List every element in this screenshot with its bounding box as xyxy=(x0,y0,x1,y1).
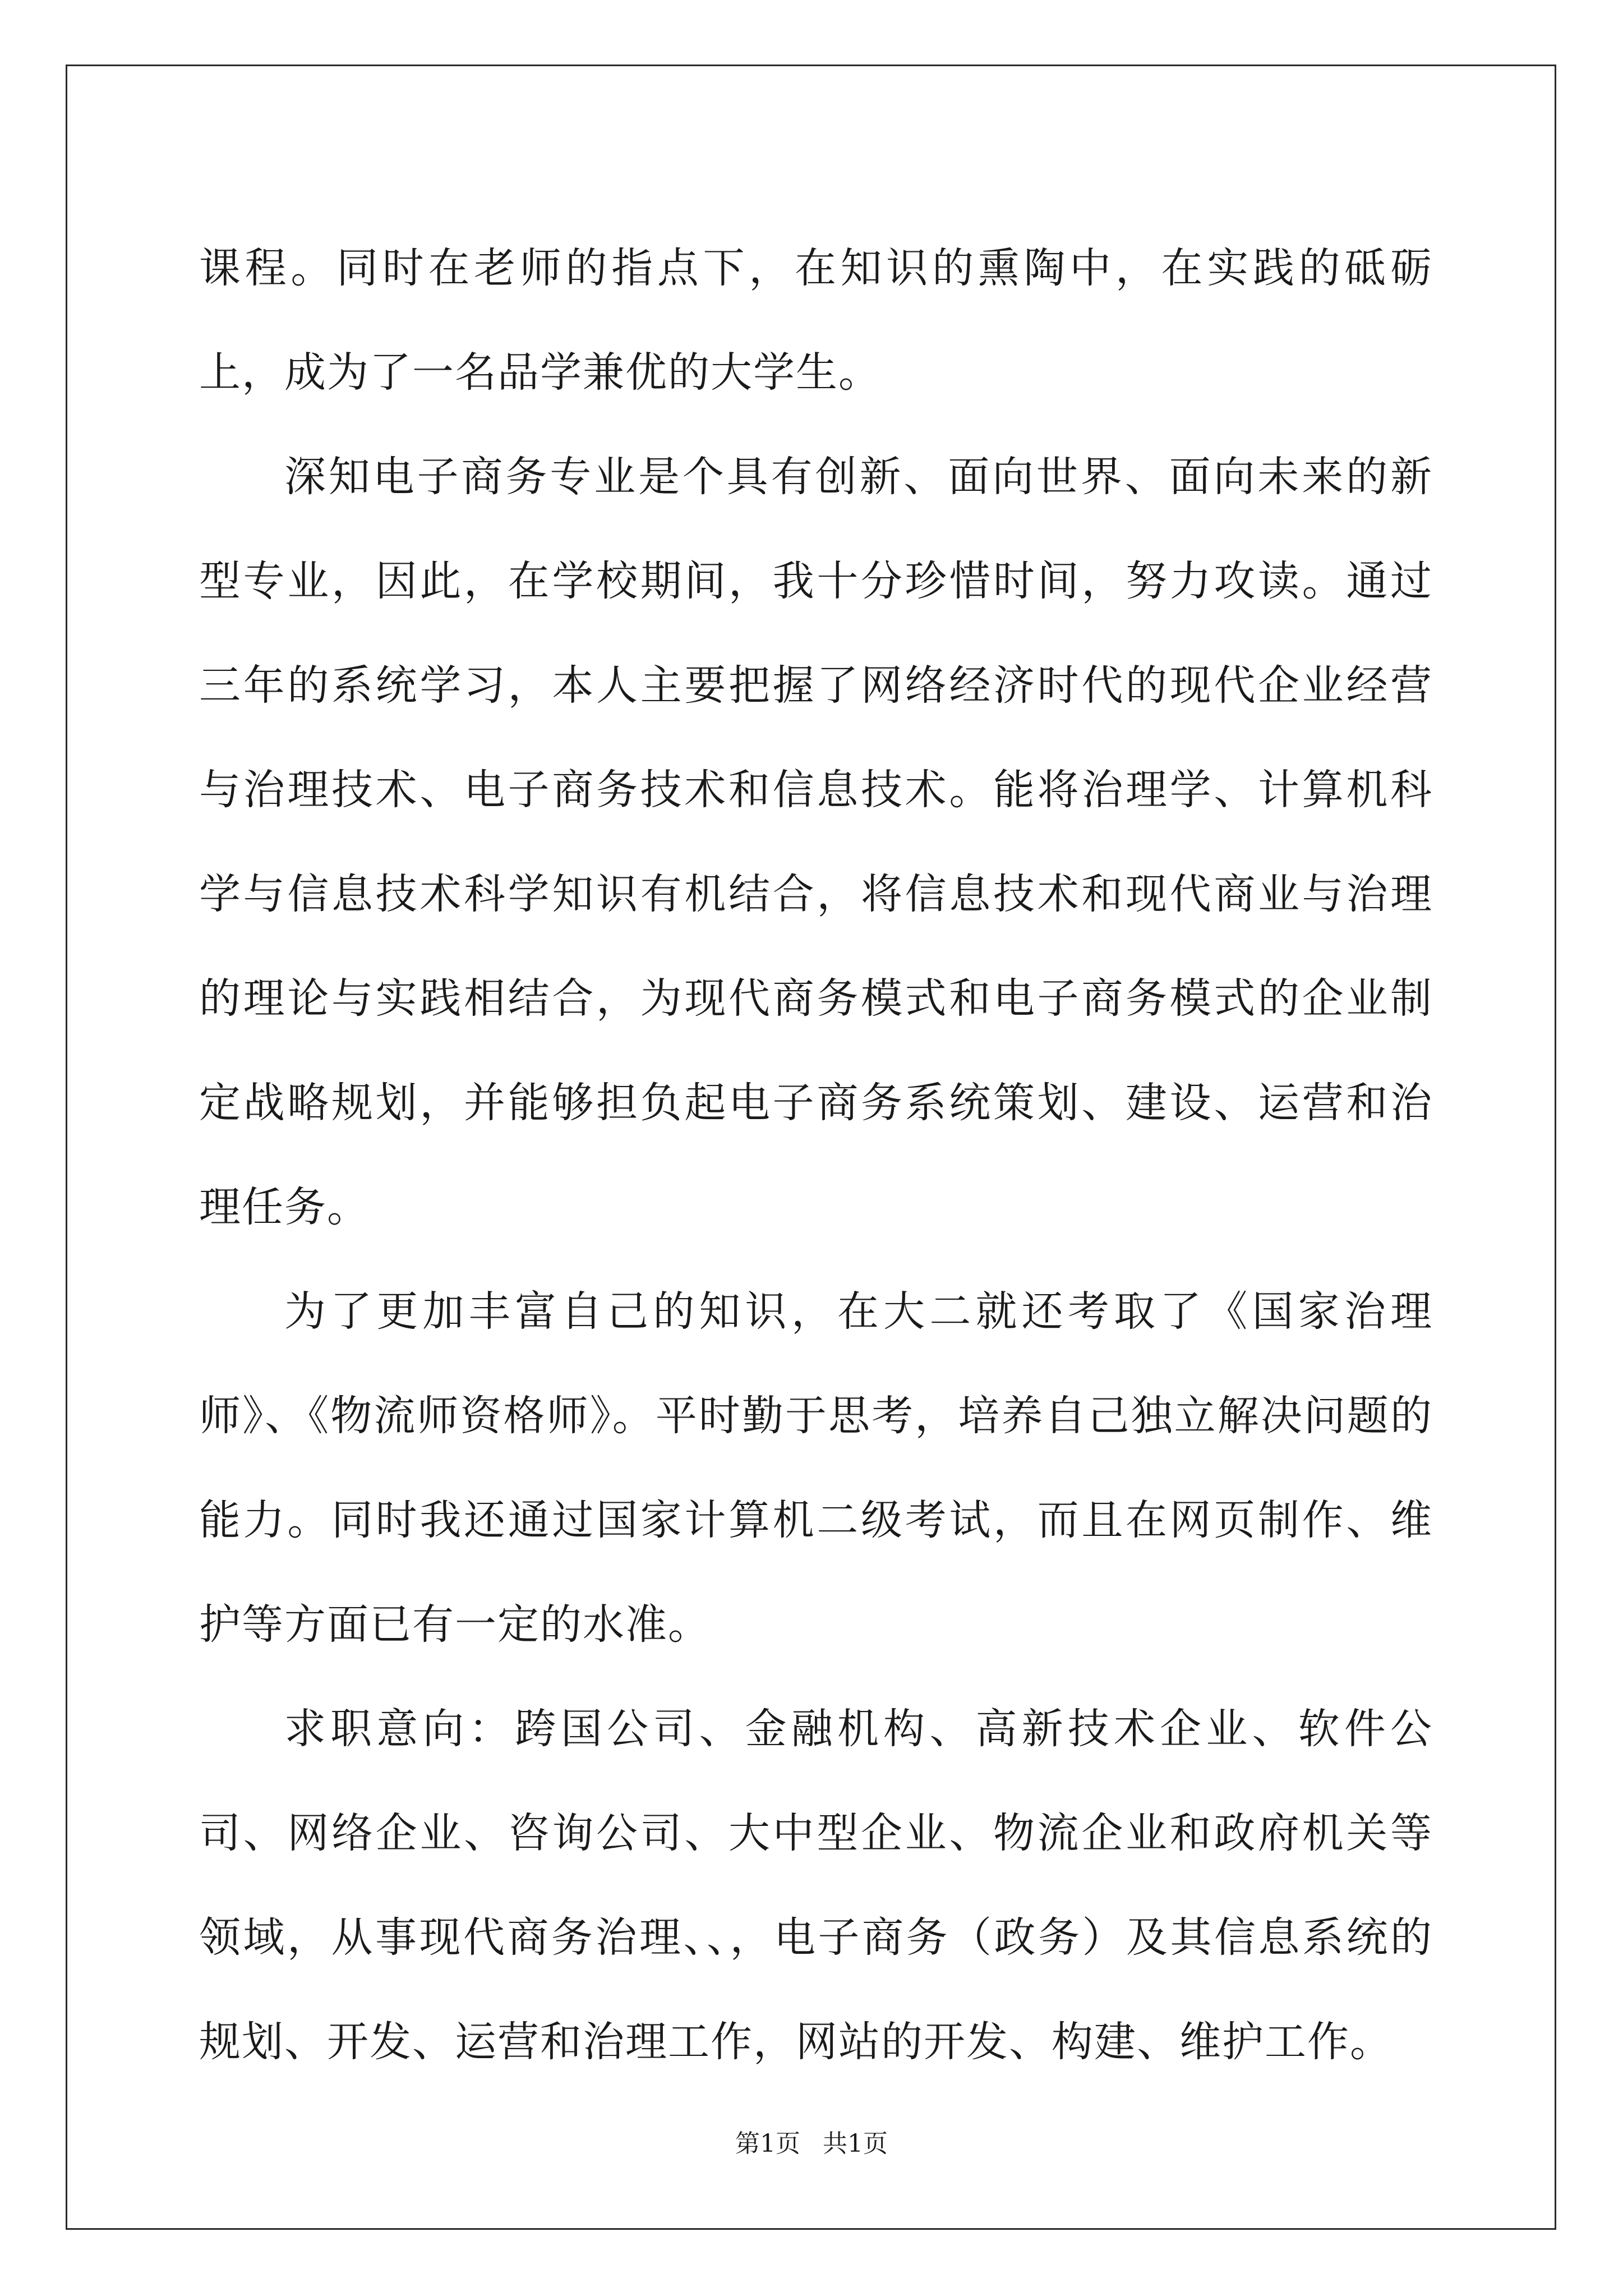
paragraph-1: 课程。同时在老师的指点下，在知识的熏陶中，在实践的砥砺上，成为了一名品学兼优的大学生。 xyxy=(199,244,1433,397)
paragraph-2: 深知电子商务专业是个具有创新、面向世界、面向未来的新型专业，因此，在学校期间，我十分珍惜时间，努力攻读。通过三年的系统学习，本人主要把握了网络经济时代的现代企业经营与治理技术、电子商务技术和信息技术。能将治理学、计算机科学与信息技术科学知识有机结合，将信息技术和现代商业与治理的理论与实践相结合，为现代商务模式和电子商务模式的企业制定战略规划，并能够担负起电子商务系统策划、建设、运营和治理任务。 xyxy=(199,453,1433,1231)
paragraph-3: 为了更加丰富自己的知识，在大二就还考取了《国家治理师》、《物流师资格师》。平时勤于思考，培养自己独立解决问题的能力。同时我还通过国家计算机二级考试，而且在网页制作、维护等方面已有一定的水准。 xyxy=(199,1287,1433,1649)
page-footer xyxy=(0,2127,1623,2161)
page-number: 第1页 xyxy=(735,2129,800,2158)
page-total: 共1页 xyxy=(823,2129,888,2158)
document-body xyxy=(199,216,1433,2094)
paragraph-4: 求职意向：跨国公司、金融机构、高新技术企业、软件公司、网络企业、咨询公司、大中型企业、物流企业和政府机关等领域，从事现代商务治理、、，电子商务（政务）及其信息系统的规划、开发、运营和治理工作，网站的开发、构建、维护工作。 xyxy=(199,1705,1433,2066)
